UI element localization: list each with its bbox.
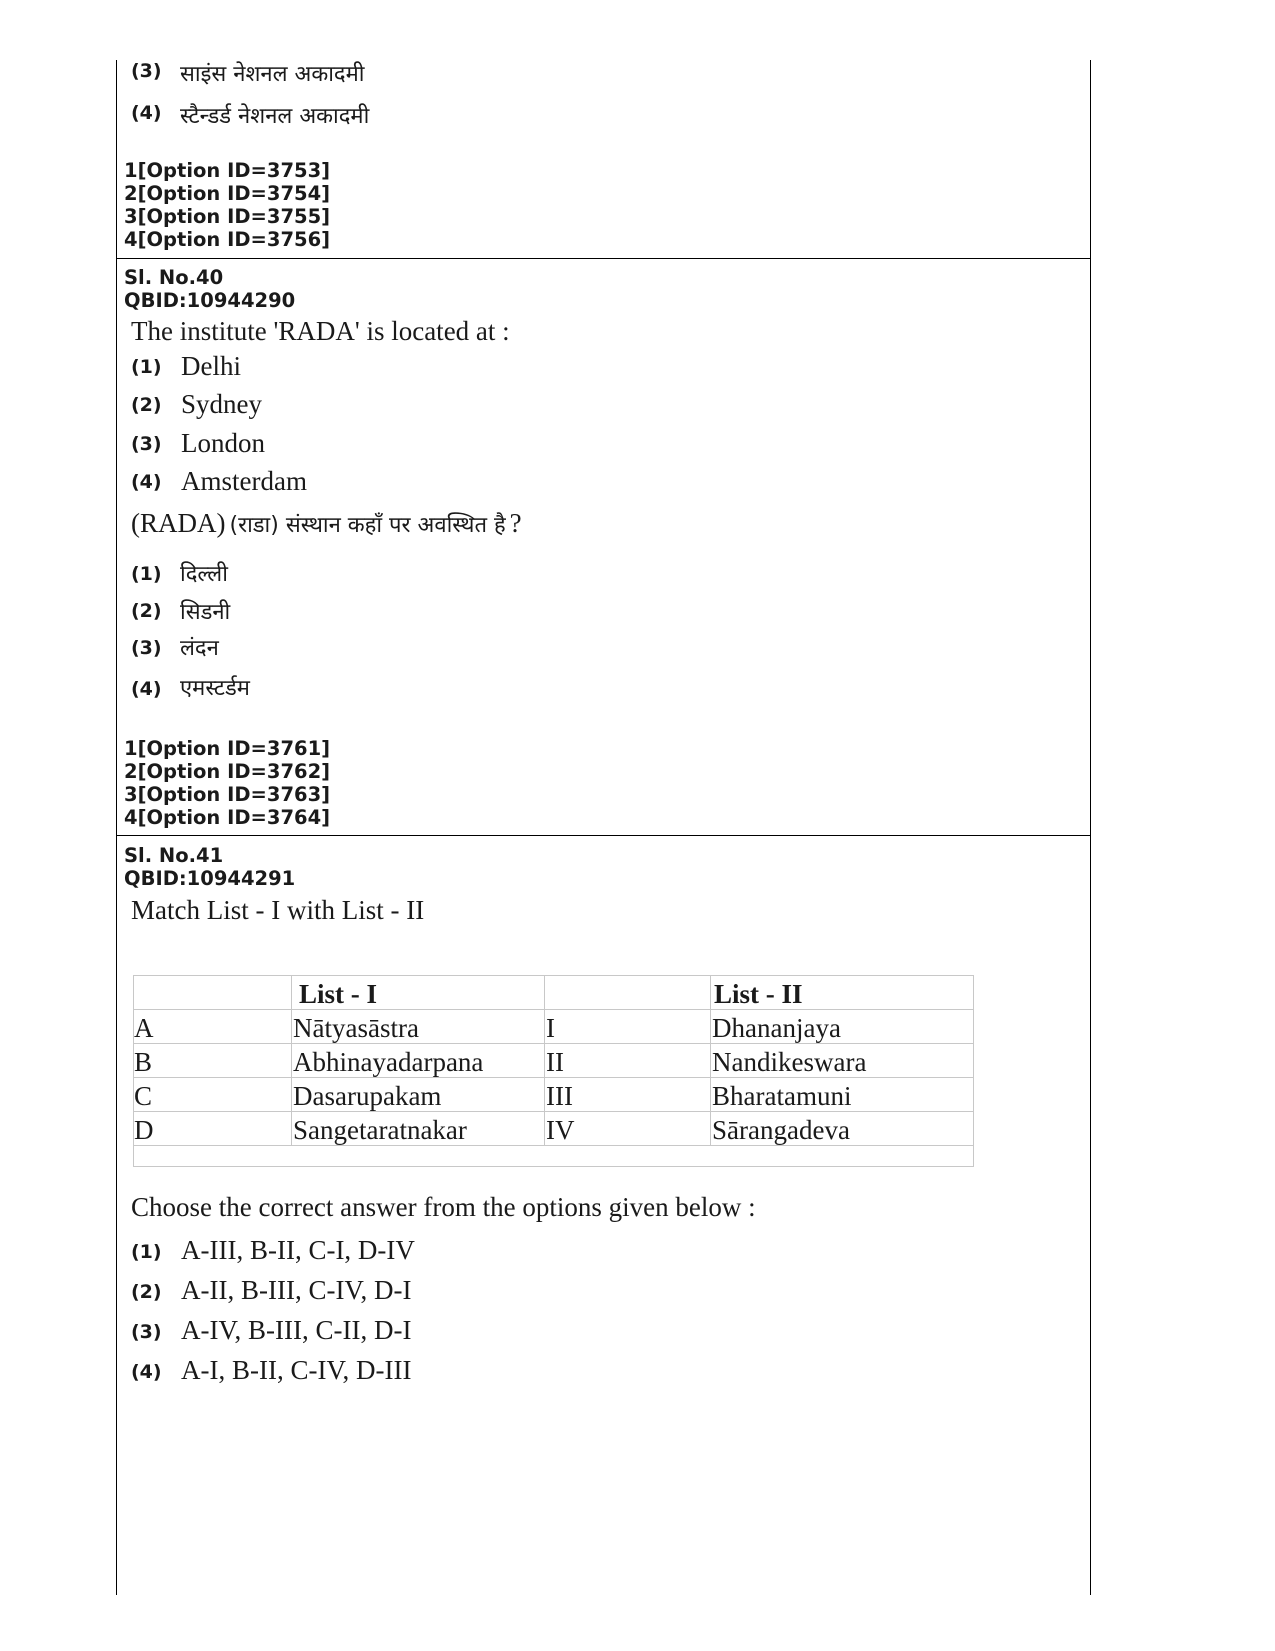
option-id: 4[Option ID=3756] bbox=[124, 228, 331, 251]
stem-suffix: ? bbox=[509, 508, 522, 538]
option-number: (3) bbox=[131, 60, 162, 82]
option-id: 4[Option ID=3764] bbox=[124, 806, 331, 829]
option-number: (4) bbox=[131, 471, 162, 493]
option-text: Sydney bbox=[181, 389, 262, 419]
option-id: 3[Option ID=3763] bbox=[124, 783, 331, 806]
table-header-row bbox=[134, 976, 973, 1010]
option-id: 1[Option ID=3753] bbox=[124, 159, 331, 182]
question-bank-id: QBID:10944291 bbox=[124, 867, 296, 890]
option-number: (4) bbox=[131, 102, 162, 124]
option-number: (1) bbox=[131, 1241, 162, 1263]
option-id: 2[Option ID=3754] bbox=[124, 182, 331, 205]
table-row bbox=[134, 1010, 973, 1044]
match-table bbox=[133, 975, 974, 1167]
table-cell: Dhananjaya bbox=[712, 1013, 841, 1043]
table-cell: Dasarupakam bbox=[293, 1081, 442, 1111]
stem-prefix: (RADA) bbox=[131, 508, 226, 538]
table-cell: Nātyasāstra bbox=[293, 1013, 419, 1043]
option-text: A-III, B-II, C-I, D-IV bbox=[181, 1235, 415, 1265]
serial-number: Sl. No.40 bbox=[124, 266, 224, 289]
option-number: (2) bbox=[131, 1281, 162, 1303]
divider bbox=[116, 258, 1091, 259]
option-number: (3) bbox=[131, 1321, 162, 1343]
table-cell: Bharatamuni bbox=[712, 1081, 852, 1111]
option-text: Delhi bbox=[181, 351, 241, 381]
option-text: A-IV, B-III, C-II, D-I bbox=[181, 1315, 412, 1345]
option-number: (1) bbox=[131, 563, 162, 585]
option-text: स्टैन्डर्ड नेशनल अकादमी bbox=[180, 104, 370, 129]
option-number: (4) bbox=[131, 1361, 162, 1383]
option-text: साइंस नेशनल अकादमी bbox=[180, 62, 365, 87]
option-id: 2[Option ID=3762] bbox=[124, 760, 331, 783]
option-number: (1) bbox=[131, 356, 162, 378]
table-cell: A bbox=[134, 1013, 154, 1043]
table-row bbox=[134, 1044, 973, 1078]
table-cell: Sangetaratnakar bbox=[293, 1115, 467, 1145]
table-row bbox=[134, 1112, 973, 1146]
option-text: A-I, B-II, C-IV, D-III bbox=[181, 1355, 412, 1385]
table-row bbox=[134, 1078, 973, 1112]
option-number: (3) bbox=[131, 637, 162, 659]
stem-hindi-text: (राडा) संस्थान कहाँ पर अवस्थित है bbox=[229, 513, 506, 538]
option-text: एमस्टर्डम bbox=[180, 676, 250, 701]
table-cell: Abhinayadarpana bbox=[293, 1047, 484, 1077]
table-cell: IV bbox=[546, 1115, 575, 1145]
question-stem-hindi bbox=[131, 508, 522, 539]
option-number: (2) bbox=[131, 600, 162, 622]
table-cell: III bbox=[546, 1081, 573, 1111]
serial-number: Sl. No.41 bbox=[124, 844, 224, 867]
option-text: Amsterdam bbox=[181, 466, 307, 496]
option-id: 3[Option ID=3755] bbox=[124, 205, 331, 228]
instruction-text: Choose the correct answer from the options given below : bbox=[131, 1192, 756, 1222]
table-cell: Sārangadeva bbox=[712, 1115, 850, 1145]
table-cell: C bbox=[134, 1081, 153, 1111]
option-number: (3) bbox=[131, 433, 162, 455]
question-stem: The institute 'RADA' is located at : bbox=[131, 316, 510, 346]
option-text: दिल्ली bbox=[180, 562, 228, 587]
option-text: सिडनी bbox=[180, 600, 231, 625]
divider bbox=[116, 835, 1091, 836]
table-cell: II bbox=[546, 1047, 564, 1077]
question-stem: Match List - I with List - II bbox=[131, 895, 425, 925]
option-text: A-II, B-III, C-IV, D-I bbox=[181, 1275, 412, 1305]
table-cell: Nandikeswara bbox=[712, 1047, 867, 1077]
option-number: (2) bbox=[131, 394, 162, 416]
table-header: List - II bbox=[714, 979, 803, 1009]
table-cell: I bbox=[546, 1013, 555, 1043]
table-header: List - I bbox=[299, 979, 378, 1009]
question-bank-id: QBID:10944290 bbox=[124, 289, 296, 312]
table-cell: D bbox=[134, 1115, 154, 1145]
option-number: (4) bbox=[131, 678, 162, 700]
table-cell: B bbox=[134, 1047, 153, 1077]
option-id: 1[Option ID=3761] bbox=[124, 737, 331, 760]
option-text: London bbox=[181, 428, 265, 458]
option-text: लंदन bbox=[180, 636, 219, 661]
